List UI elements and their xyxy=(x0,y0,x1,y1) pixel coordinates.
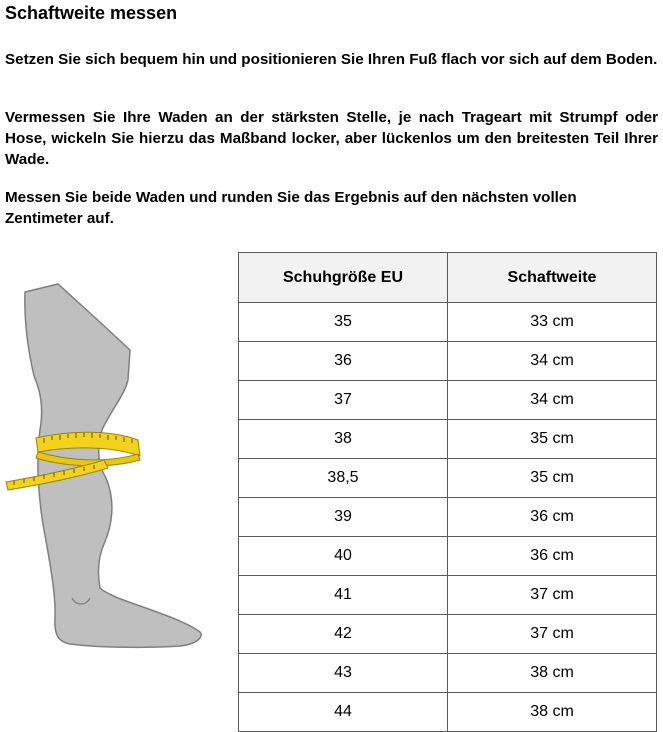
shaft-width-cell: 38 cm xyxy=(448,654,657,693)
leg-measuring-illustration xyxy=(0,280,215,660)
table-row xyxy=(239,615,657,654)
shaft-width-cell: 37 cm xyxy=(448,615,657,654)
header-shaft-width: Schaftweite xyxy=(448,253,657,303)
shoe-size-cell: 44 xyxy=(239,693,448,732)
shaft-width-cell: 34 cm xyxy=(448,381,657,420)
shaft-width-cell: 37 cm xyxy=(448,576,657,615)
shaft-width-cell: 36 cm xyxy=(448,498,657,537)
table-row xyxy=(239,381,657,420)
table-row xyxy=(239,654,657,693)
table-row xyxy=(239,303,657,342)
shoe-size-cell: 38 xyxy=(239,420,448,459)
shaft-width-cell: 35 cm xyxy=(448,459,657,498)
instruction-paragraph-1: Setzen Sie sich bequem hin und positionieren Sie Ihren Fuß flach vor sich auf dem Boden. xyxy=(5,51,658,68)
shaft-width-cell: 38 cm xyxy=(448,693,657,732)
table-row xyxy=(239,498,657,537)
shoe-size-cell: 43 xyxy=(239,654,448,693)
table-row xyxy=(239,459,657,498)
shoe-size-cell: 38,5 xyxy=(239,459,448,498)
leg-silhouette xyxy=(25,284,201,647)
shaft-width-cell: 35 cm xyxy=(448,420,657,459)
size-table-header-row xyxy=(239,253,657,303)
table-row xyxy=(239,537,657,576)
header-shoe-size: Schuhgröße EU xyxy=(239,253,448,303)
shoe-size-cell: 40 xyxy=(239,537,448,576)
shaft-width-cell: 34 cm xyxy=(448,342,657,381)
shoe-size-cell: 35 xyxy=(239,303,448,342)
table-row xyxy=(239,693,657,732)
shoe-size-cell: 41 xyxy=(239,576,448,615)
shoe-size-cell: 36 xyxy=(239,342,448,381)
shaft-width-cell: 36 cm xyxy=(448,537,657,576)
shaft-width-cell: 33 cm xyxy=(448,303,657,342)
shoe-size-cell: 39 xyxy=(239,498,448,537)
shoe-size-cell: 37 xyxy=(239,381,448,420)
page-title: Schaftweite messen xyxy=(5,3,178,23)
instruction-paragraph-2: Vermessen Sie Ihre Waden an der stärksten Stelle, je nach Trageart mit Strumpf oder Hose, wickeln Sie hierzu das Maßband locker, aber lückenlos um den breitesten Teil Ihrer Wade. xyxy=(5,109,658,168)
size-table xyxy=(238,252,657,732)
table-row xyxy=(239,342,657,381)
shoe-size-cell: 42 xyxy=(239,615,448,654)
instruction-paragraph-3: Messen Sie beide Waden und runden Sie das Ergebnis auf den nächsten vollen Zentimeter auf. xyxy=(5,189,577,227)
table-row xyxy=(239,576,657,615)
table-row xyxy=(239,420,657,459)
